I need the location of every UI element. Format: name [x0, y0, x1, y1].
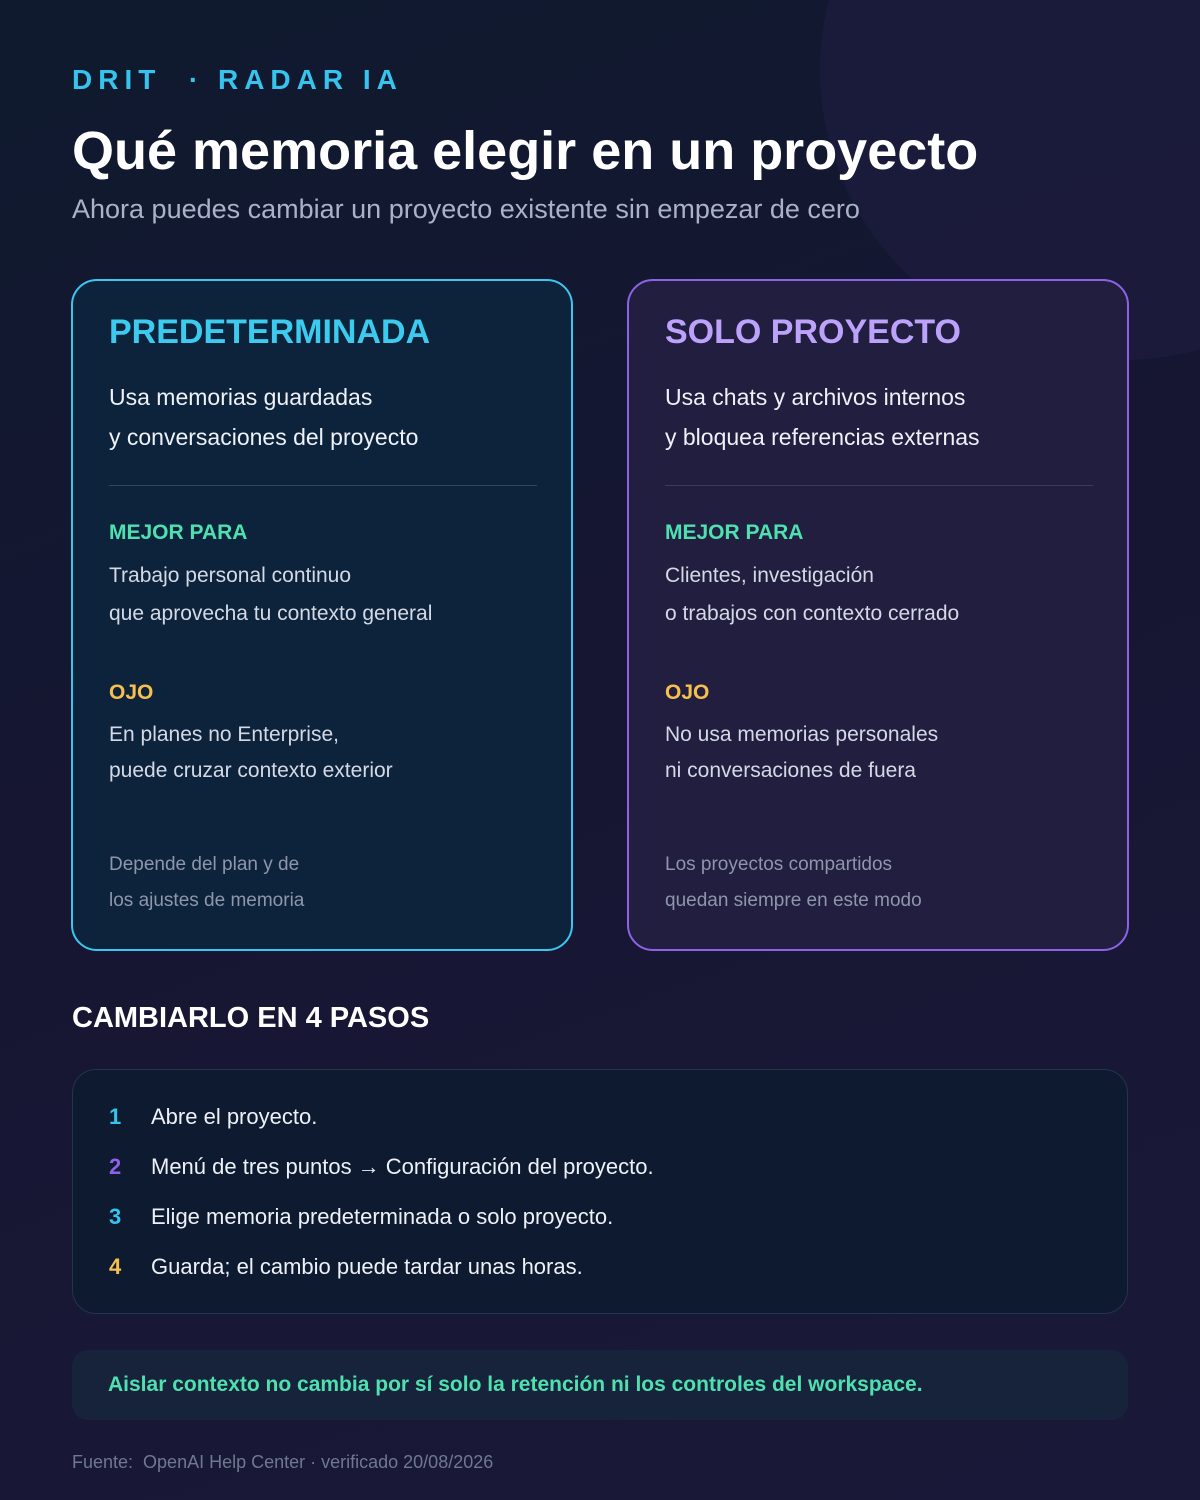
warning-label: OJO	[109, 681, 154, 704]
card-description	[109, 377, 418, 457]
best-for-label: MEJOR PARA	[665, 521, 804, 544]
step-number: 2	[109, 1154, 122, 1179]
page-title: Qué memoria elegir en un proyecto	[72, 121, 979, 181]
brand-kicker: DRIT · RADAR IA	[72, 64, 403, 95]
card-footnote-line: los ajustes de memoria	[109, 890, 305, 911]
best-for-text	[665, 557, 959, 633]
warning-line: ni conversaciones de fuera	[665, 759, 916, 782]
step-number: 1	[109, 1104, 122, 1129]
card-footnote-line: Los proyectos compartidos	[665, 854, 893, 875]
steps-list	[72, 1069, 1128, 1314]
best-for-line: o trabajos con contexto cerrado	[665, 602, 960, 625]
card-description-line: Usa chats y archivos internos	[665, 384, 966, 410]
best-for-label: MEJOR PARA	[109, 521, 248, 544]
warning-line: En planes no Enterprise,	[109, 723, 339, 746]
warning-text	[109, 717, 393, 789]
source-footer: Fuente: OpenAI Help Center · verificado 20/08/2026	[72, 1452, 494, 1472]
card-title: SOLO PROYECTO	[665, 313, 961, 351]
card-footnote-line: Depende del plan y de	[109, 854, 300, 875]
steps-heading: CAMBIARLO EN 4 PASOS	[72, 1002, 430, 1034]
best-for-text	[109, 557, 432, 633]
card-description-line: Usa memorias guardadas	[109, 384, 373, 410]
step-item	[109, 1152, 654, 1182]
step-text: Guarda; el cambio puede tardar unas horas.	[151, 1254, 583, 1279]
best-for-line: Clientes, investigación	[665, 564, 874, 587]
step-item	[109, 1252, 583, 1282]
step-text: Menú de tres puntos → Configuración del proyecto.	[151, 1154, 654, 1179]
card-predeterminada	[71, 279, 573, 951]
step-number: 3	[109, 1204, 122, 1229]
card-title: PREDETERMINADA	[109, 313, 431, 351]
card-description-line: y conversaciones del proyecto	[109, 424, 419, 450]
card-description-line: y bloquea referencias externas	[665, 424, 980, 450]
card-footnote	[665, 847, 922, 919]
step-number: 4	[109, 1254, 122, 1279]
best-for-line: Trabajo personal continuo	[109, 564, 352, 587]
page-subtitle: Ahora puedes cambiar un proyecto existente sin empezar de cero	[72, 194, 860, 224]
step-item	[109, 1102, 317, 1132]
warning-label: OJO	[665, 681, 710, 704]
step-text: Elige memoria predeterminada o solo proyecto.	[151, 1204, 614, 1229]
best-for-line: que aprovecha tu contexto general	[109, 602, 433, 625]
warning-text	[665, 717, 938, 789]
warning-line: puede cruzar contexto exterior	[109, 759, 393, 782]
step-item	[109, 1202, 613, 1232]
warning-line: No usa memorias personales	[665, 723, 939, 746]
card-description	[665, 377, 980, 457]
card-footnote	[109, 847, 304, 919]
callout-text: Aislar contexto no cambia por sí solo la retención ni los controles del workspace.	[108, 1373, 923, 1396]
step-text: Abre el proyecto.	[151, 1104, 318, 1129]
card-footnote-line: quedan siempre en este modo	[665, 890, 922, 911]
card-divider	[109, 485, 537, 486]
callout-note	[72, 1350, 1128, 1420]
card-solo-proyecto	[627, 279, 1129, 951]
card-divider	[665, 485, 1093, 486]
